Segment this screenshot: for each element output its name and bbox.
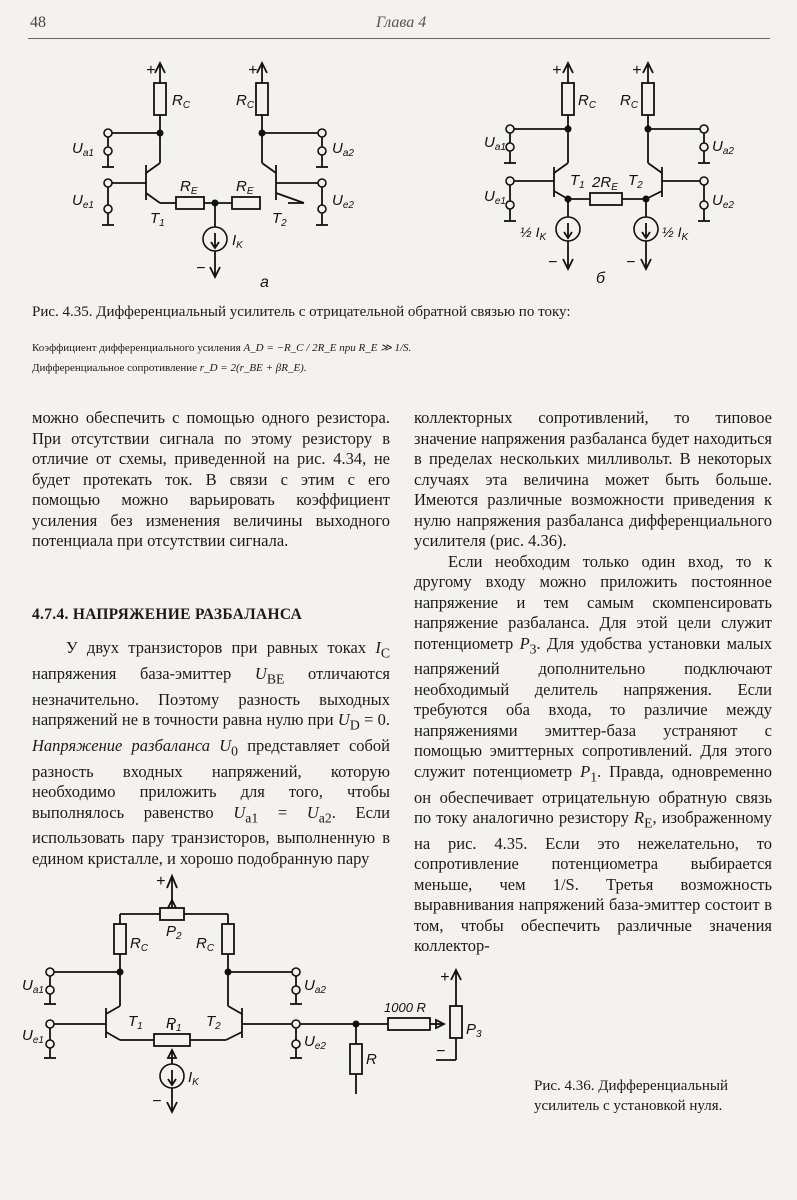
label-t2: $T_2$ (272, 210, 287, 229)
label-b-half-ik-right: ½ $I_K$ (662, 224, 689, 243)
label-436-ua1: $U_{a1}$ (22, 977, 44, 996)
label-436-ua2: $U_{a2}$ (304, 977, 326, 996)
fig-4-36-schematic (20, 868, 490, 1128)
label-b-t1: $T_1$ (570, 172, 585, 191)
label-ik: $I_K$ (232, 232, 243, 251)
label-b-ue1: $U_{e1}$ (484, 188, 506, 207)
label-t1: $T_1$ (150, 210, 165, 229)
label-letter-a: а (260, 274, 269, 291)
label-436-p2: $P_2$ (166, 923, 182, 942)
label-436-plus: + (156, 873, 166, 890)
label-re-left: $R_E$ (180, 178, 198, 197)
right-column-text: коллекторных сопротивлений, то типовое значение напряжения разбаланса будет находиться в пределах нескольких милливольт. В некоторых случаях эта величина может быть больше. Имеются различные возможности приведения к нулю напряжения разбаланса дифференциального усилителя (рис. 4.36). Если необходим только один вход, то к другому входу можно приложить постоянное напряжение и тем самым скомпенсировать напряжение разбаланса. Для этой цели служит потенциометр $P_3$. Для удобства установки малых напряжений дополнительно подключают необходимый делитель напряжения. Если требуются оба входа, то различие между напряжениями эмиттер-база устраняют с помощью эмиттерных сопротивлений. Для этого служит потенциометр $P_1$. Правда, одновременно он обеспечивает отрицательную обратную связь по току аналогично резистору $R_E$, изображенному на рис. 4.35. Если это нежелательно, то сопротивление потенциометра выбирается меньше, чем 1/S. Третья возможность выравнивания напряжений база-эмиттер состоит в том, чтобы обеспечить различные значения коллектор- (414, 408, 773, 956)
left-column-text-2: У двух транзисторов при равных токах $I_C$ напряжения база-эмиттер $U_{BE}$ отличаются незначительно. Поэтому разность выходных напряжений не в точности равна нулю при $U_D = 0$. Напряжение разбаланса $U_0$ представляет собой разность входных напряжений, которую необходимо приложить для того, чтобы выполнялось равенство $U_{a1} = U_{a2}$. Если использовать пару транзисторов, выполненную в едином кристалле, и хорошо подобранную пару (32, 638, 391, 868)
label-b-plus-right: + (632, 62, 642, 79)
left-column-text-1: можно обеспечить с помощью одного резистора. При отсутствии сигнала по этому резистору в отличие от схемы, приведенной на рис. 4.34, не будет протекать ток. В связи с этим с его помощью можно варьировать коэффициент усиления без изменения величины выходного потенциала при отсутствии сигнала. (32, 408, 390, 550)
fig-4-36-caption: Рис. 4.36. Дифференциальный усилитель с установкой нуля. (534, 1078, 729, 1114)
fig-4-35-b-schematic (480, 55, 780, 295)
label-436-p3-plus: + (440, 969, 450, 986)
label-436-ue1: $U_{e1}$ (22, 1027, 44, 1046)
fig-4-35-a-schematic (60, 55, 380, 295)
label-ue2: $U_{e2}$ (332, 192, 354, 211)
label-rc-left: $R_C$ (172, 92, 191, 111)
label-436-r: R (366, 1051, 377, 1068)
label-b-minus-left: − (548, 254, 558, 271)
label-ue1: $U_{e1}$ (72, 192, 94, 211)
label-436-t1: $T_1$ (128, 1013, 143, 1032)
label-b-minus-right: − (626, 254, 636, 271)
fig-4-35-gain: Коэффициент дифференциального усиления A_D = −R_C / 2R_E при R_E ≫ 1/S. (32, 342, 412, 354)
label-436-rc-left: $R_C$ (130, 935, 149, 954)
label-436-t2: $T_2$ (206, 1013, 221, 1032)
label-b-ua1: $U_{a1}$ (484, 134, 506, 153)
label-letter-b: б (596, 270, 605, 287)
label-rc-right: $R_C$ (236, 92, 255, 111)
label-b-plus-left: + (552, 62, 562, 79)
label-436-1000r: 1000 R (384, 1000, 426, 1015)
label-436-p3: $P_3$ (466, 1021, 482, 1040)
page-number: 48 (30, 14, 46, 31)
label-436-p1: $P_1$ (166, 1015, 182, 1034)
section-heading: 4.7.4. НАПРЯЖЕНИЕ РАЗБАЛАНСА (32, 606, 303, 623)
label-plus-left: + (146, 62, 156, 79)
label-b-half-ik-left: ½ $I_K$ (520, 224, 547, 243)
label-ua1: $U_{a1}$ (72, 140, 94, 159)
label-b-2re: $2R_E$ (592, 174, 618, 193)
chapter-title: Глава 4 (376, 14, 427, 31)
label-b-rc-left: $R_C$ (578, 92, 597, 111)
label-436-ik: $I_K$ (188, 1069, 199, 1088)
header-rule (28, 38, 770, 39)
label-b-rc-right: $R_C$ (620, 92, 639, 111)
label-ua2: $U_{a2}$ (332, 140, 354, 159)
label-re-right: $R_E$ (236, 178, 254, 197)
label-436-rc-right: $R_C$ (196, 935, 215, 954)
fig-4-35-caption: Рис. 4.35. Дифференциальный усилитель с отрицательной обратной связью по току: (32, 304, 571, 320)
label-436-minus-ik: − (152, 1093, 162, 1110)
fig-4-35-resistance: Дифференциальное сопротивление r_D = 2(r_BE + βR_E). (32, 362, 307, 374)
label-436-p3-minus: − (436, 1043, 446, 1060)
label-plus-right: + (248, 62, 258, 79)
label-436-ue2: $U_{e2}$ (304, 1033, 326, 1052)
label-b-ua2: $U_{a2}$ (712, 138, 734, 157)
label-b-t2: $T_2$ (628, 172, 643, 191)
label-b-ue2: $U_{e2}$ (712, 192, 734, 211)
label-minus: − (196, 260, 206, 277)
